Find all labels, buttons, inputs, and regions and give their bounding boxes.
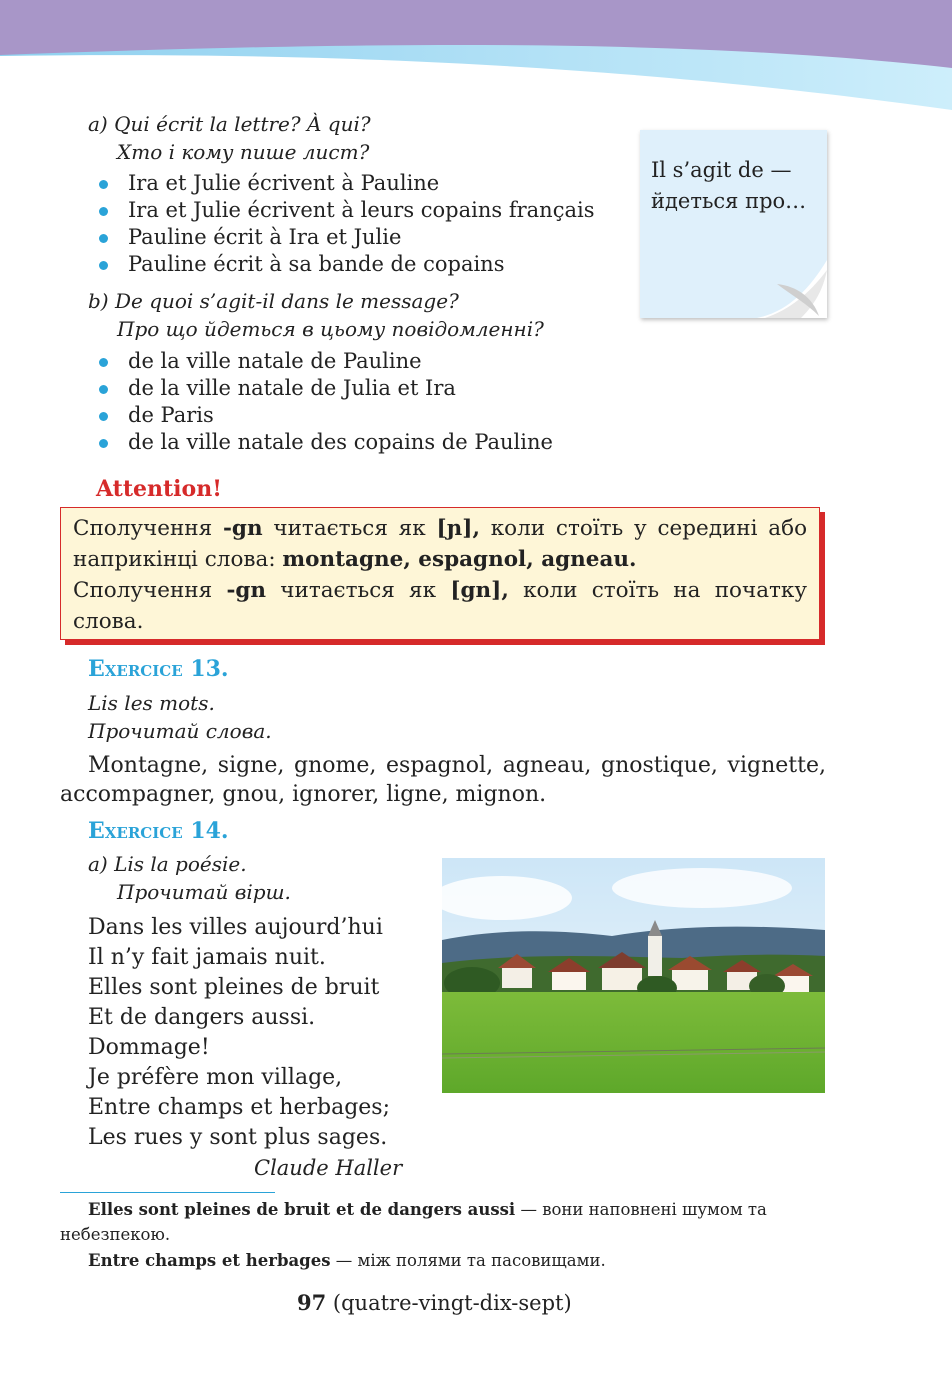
exercise-14-instruction-uk: Прочитай вірш. [117,880,291,904]
poem-line: Elles sont pleines de bruit [88,975,380,1000]
poem [88,913,390,1153]
sticky-note-text: Il s’agit de — йдеться про… [651,158,807,213]
exercise-13-instruction-fr: Lis les mots. [88,691,215,715]
bullet-icon [99,412,108,421]
sticky-note [640,130,827,318]
list-item: de la ville natale de Pauline [88,348,553,375]
bullet-icon [99,234,108,243]
question-b-fr: b) De quoi s’agit-il dans le message? [88,289,459,313]
bullet-icon [99,261,108,270]
question-a-uk: Хто і кому пише лист? [117,140,370,164]
poem-line: Dommage! [88,1035,210,1060]
list-item: Ira et Julie écrivent à leurs copains français [88,197,594,224]
question-a-fr: a) Qui écrit la lettre? À qui? [88,112,371,136]
question-b-uk: Про що йдеться в цьому повідомленні? [117,317,544,341]
rule-box [60,507,820,640]
list-item: de la ville natale des copains de Pauline [88,429,553,456]
footnote-1: Elles sont pleines de bruit et de dangers aussi — вони наповнені шумом та небезпекою. [60,1200,767,1244]
poem-author: Claude Haller [254,1156,403,1180]
bullet-icon [99,180,108,189]
page-curl-icon [757,260,827,318]
footnote-divider [60,1192,275,1193]
bullet-icon [99,207,108,216]
top-banner [0,0,952,110]
question-a-options [88,170,594,278]
footnote-2: Entre champs et herbages — між полями та пасовищами. [88,1251,606,1270]
exercise-14-heading: Exercice 14. [88,818,229,844]
poem-line: Il n’y fait jamais nuit. [88,945,326,970]
rule-paragraph-1: Сполучення -gn читається як [ɲ], коли стоїть у середині або наприкінці слова: montagne, espagnol, agneau. [73,516,808,572]
exercise-14-instruction-fr: a) Lis la poésie. [88,852,247,876]
exercise-13-instruction-uk: Прочитай слова. [88,719,272,743]
question-b-options [88,348,553,456]
bullet-icon [99,439,108,448]
exercise-13-words: Montagne, signe, gnome, espagnol, agneau, gnostique, vignette, accompagner, gnou, ignorer, ligne, mignon. [60,753,826,807]
list-item: Ira et Julie écrivent à Pauline [88,170,594,197]
page-number: 97 (quatre-vingt-dix-sept) [297,1290,572,1315]
list-item: de la ville natale de Julia et Ira [88,375,553,402]
exercise-13-heading: Exercice 13. [88,656,229,682]
list-item: Pauline écrit à sa bande de copains [88,251,594,278]
poem-line: Dans les villes aujourd’hui [88,915,383,940]
rule-paragraph-2: Сполучення -gn читається як [gn], коли стоїть на початку слова. [73,578,807,634]
list-item: Pauline écrit à Ira et Julie [88,224,594,251]
village-photo [442,858,825,1093]
poem-line: Et de dangers aussi. [88,1005,316,1030]
attention-title: Attention! [96,476,222,502]
bullet-icon [99,385,108,394]
list-item: de Paris [88,402,553,429]
poem-line: Les rues y sont plus sages. [88,1125,388,1150]
poem-line: Je préfère mon village, [88,1065,343,1090]
poem-line: Entre champs et herbages; [88,1095,390,1120]
bullet-icon [99,358,108,367]
